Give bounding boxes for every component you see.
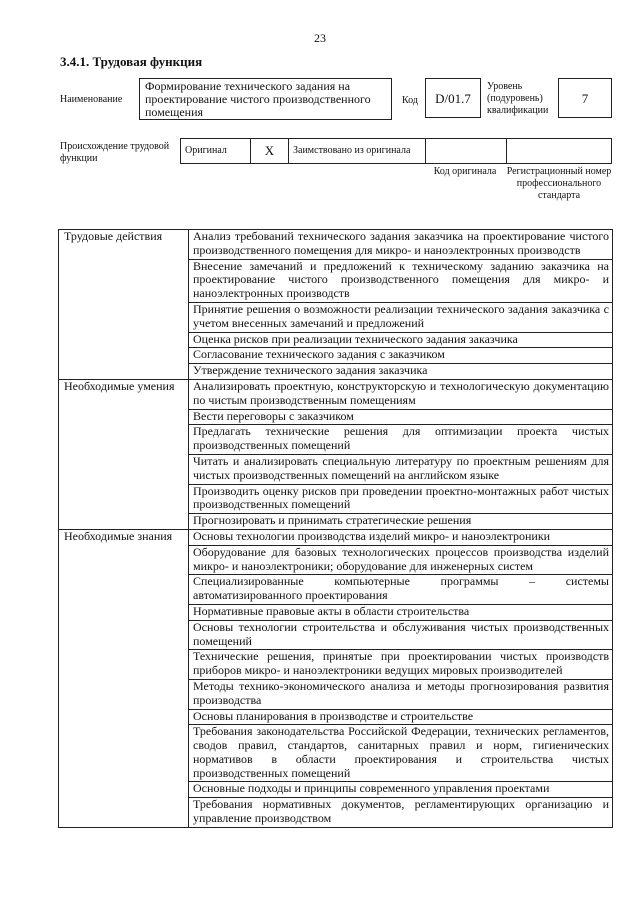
list-item: Основы технологии производства изделий микро- и наноэлектроники (189, 529, 613, 545)
origin-reg-cell (507, 139, 611, 163)
list-item: Основные подходы и принципы современного управления проектами (189, 782, 613, 798)
list-item: Анализ требований технического задания заказчика на проектирование чистого производственного помещения для микро- и наноэлектронных производств (189, 230, 613, 260)
list-item: Предлагать технические решения для оптимизации проекта чистых производственных помещений (189, 425, 613, 455)
list-item: Требования законодательства Российской Федерации, технических регламентов, сводов правил, стандартов, санитарных правил и норм, гигиенических нормативов в области проектирования и строительства чистых производственных помещений (189, 725, 613, 782)
function-name-box (139, 78, 392, 120)
origin-code-caption: Код оригинала (433, 166, 497, 177)
table-row (59, 529, 613, 545)
function-code-value: D/01.7 (435, 91, 471, 106)
function-name-value: Формирование технического задания на проектирование чистого производственного помещения (145, 79, 371, 119)
page-number: 23 (314, 31, 326, 45)
origin-borrowed-cell (289, 139, 426, 163)
section-title: 3.4.1. Трудовая функция (60, 54, 203, 69)
function-details-table (58, 229, 613, 828)
category-required-knowledge: Необходимые знания (59, 529, 189, 827)
list-item: Принятие решения о возможности реализации технического задания заказчика с учетом внесенных замечаний и предложений (189, 302, 613, 332)
origin-original-mark-cell (251, 139, 289, 163)
origin-row (180, 138, 612, 164)
list-item: Оценка рисков при реализации технического задания заказчика (189, 332, 613, 348)
list-item: Методы технико-экономического анализа и методы прогнозирования развития производства (189, 679, 613, 709)
table-row (59, 379, 613, 409)
origin-reg-caption: Регистрационный номер профессионального стандарта (506, 166, 612, 201)
origin-original-label: Оригинал (185, 145, 227, 156)
list-item: Производить оценку рисков при проведении проектно-монтажных работ чистых производственных помещений (189, 484, 613, 514)
list-item: Основы технологии строительства и обслуживания чистых производственных помещений (189, 620, 613, 650)
list-item: Прогнозировать и принимать стратегические решения (189, 514, 613, 530)
table-row (59, 230, 613, 260)
list-item: Анализировать проектную, конструкторскую и технологическую документацию по чистым производственным помещениям (189, 379, 613, 409)
list-item: Основы планирования в производстве и строительстве (189, 709, 613, 725)
list-item: Технические решения, принятые при проектировании чистых производств приборов микро- и наноэлектроники ведущих мировых производителей (189, 650, 613, 680)
name-label: Наименование (60, 94, 123, 105)
origin-original-cell (181, 139, 251, 163)
origin-original-mark: X (264, 143, 275, 158)
origin-label: Происхождение трудовой функции (60, 141, 170, 164)
list-item: Вести переговоры с заказчиком (189, 409, 613, 425)
level-label: Уровень (подуровень) квалификации (487, 81, 549, 116)
origin-borrowed-label: Заимствовано из оригинала (293, 145, 411, 156)
list-item: Читать и анализировать специальную литературу по проектным решениям для чистых производственных помещений на английском языке (189, 454, 613, 484)
function-code-box (425, 78, 481, 118)
list-item: Нормативные правовые акты в области строительства (189, 604, 613, 620)
qualification-level-value: 7 (581, 91, 589, 106)
code-label: Код (402, 95, 418, 106)
origin-code-cell (426, 139, 507, 163)
list-item: Специализированные компьютерные программы – системы автоматизированного проектирования (189, 575, 613, 605)
category-labor-actions: Трудовые действия (59, 230, 189, 380)
list-item: Согласование технического задания с заказчиком (189, 348, 613, 364)
list-item: Внесение замечаний и предложений к техническому заданию заказчика на проектирование чистого производственного помещения для микро- и наноэлектронных производств (189, 259, 613, 302)
list-item: Оборудование для базовых технологических процессов производства изделий микро- и наноэлектроники; оборудование для инженерных систем (189, 545, 613, 575)
qualification-level-box (558, 78, 612, 118)
list-item: Утверждение технического задания заказчика (189, 364, 613, 380)
list-item: Требования нормативных документов, регламентирующих организацию и управление производством (189, 798, 613, 828)
category-required-skills: Необходимые умения (59, 379, 189, 529)
